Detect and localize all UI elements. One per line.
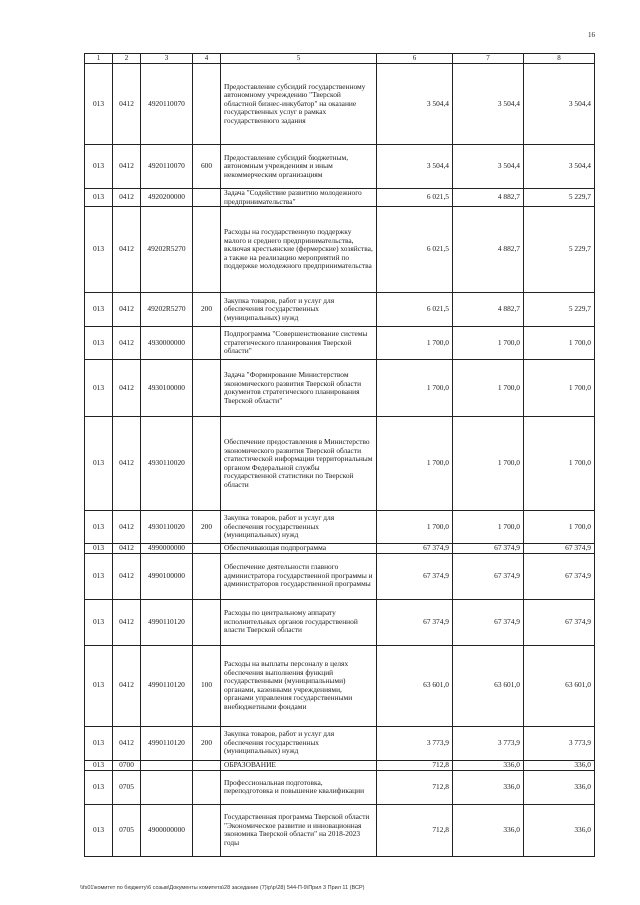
cell-c4: 200 xyxy=(193,511,221,544)
cell-c5: Государственная программа Тверской области "Экономическое развитие и инновационная экономика Тверской области" на 2018-2023 годы xyxy=(221,804,377,856)
cell-c8: 5 229,7 xyxy=(524,293,595,327)
cell-c3: 4920110070 xyxy=(141,145,193,189)
cell-c4 xyxy=(193,770,221,804)
cell-c2: 0700 xyxy=(113,760,141,770)
cell-c6: 712,8 xyxy=(377,770,453,804)
table-row xyxy=(85,417,595,511)
cell-c5: Расходы на выплаты персоналу в целях обеспечения выполнения функций государственными (муниципальными) органами, казенными учреждениями, органами управления государственными внебюджетными фондами xyxy=(221,645,377,726)
cell-c4: 200 xyxy=(193,726,221,760)
cell-c5: Расходы по центральному аппарату исполнительных органов государственной власти Тверской области xyxy=(221,599,377,645)
table-header-row xyxy=(85,54,595,64)
cell-c5: Предоставление субсидий государственному автономному учреждению "Тверской областной бизнес-инкубатор" на оказание государственных услуг в рамках государственного задания xyxy=(221,64,377,145)
cell-c8: 63 601,0 xyxy=(524,645,595,726)
cell-c1: 013 xyxy=(85,770,113,804)
table-row xyxy=(85,64,595,145)
cell-c4 xyxy=(193,804,221,856)
cell-c7: 3 504,4 xyxy=(453,64,524,145)
cell-c7: 3 773,9 xyxy=(453,726,524,760)
cell-c4 xyxy=(193,553,221,599)
cell-c4: 100 xyxy=(193,645,221,726)
cell-c5: Задача "Формирование Министерством экономического развития Тверской области документов стратегического планирования Тверской области" xyxy=(221,360,377,417)
cell-c5: Предоставление субсидий бюджетным, автономным учреждениям и иным некоммерческим организациям xyxy=(221,145,377,189)
cell-c1: 013 xyxy=(85,145,113,189)
cell-c7: 4 882,7 xyxy=(453,293,524,327)
cell-c2: 0412 xyxy=(113,207,141,293)
cell-c7: 1 700,0 xyxy=(453,511,524,544)
cell-c6: 67 374,9 xyxy=(377,553,453,599)
cell-c7: 1 700,0 xyxy=(453,360,524,417)
cell-c3: 4990000000 xyxy=(141,544,193,554)
cell-c7: 1 700,0 xyxy=(453,417,524,511)
cell-c6: 712,8 xyxy=(377,760,453,770)
file-path-footer: \\fs01\комитет по бюджету\6 созыв\Документы комитета\28 заседание (7)\p\p\28) 544-П-9\Прил 3 Прил 11 (ВСР) xyxy=(80,885,365,891)
cell-c4 xyxy=(193,207,221,293)
table-row xyxy=(85,145,595,189)
cell-c8: 67 374,9 xyxy=(524,599,595,645)
cell-c1: 013 xyxy=(85,726,113,760)
cell-c6: 3 504,4 xyxy=(377,64,453,145)
cell-c6: 6 021,5 xyxy=(377,207,453,293)
cell-c6: 67 374,9 xyxy=(377,544,453,554)
cell-c1: 013 xyxy=(85,760,113,770)
table-row xyxy=(85,327,595,360)
header-cell: 5 xyxy=(221,54,377,64)
cell-c1: 013 xyxy=(85,804,113,856)
table-row xyxy=(85,760,595,770)
cell-c3: 4920110070 xyxy=(141,64,193,145)
header-cell: 2 xyxy=(113,54,141,64)
cell-c5: ОБРАЗОВАНИЕ xyxy=(221,760,377,770)
table-row xyxy=(85,804,595,856)
cell-c2: 0412 xyxy=(113,553,141,599)
cell-c2: 0705 xyxy=(113,770,141,804)
cell-c3: 4990100000 xyxy=(141,553,193,599)
header-cell: 3 xyxy=(141,54,193,64)
header-cell: 4 xyxy=(193,54,221,64)
table-row xyxy=(85,189,595,207)
cell-c2: 0412 xyxy=(113,64,141,145)
cell-c8: 1 700,0 xyxy=(524,360,595,417)
cell-c3: 4930110020 xyxy=(141,511,193,544)
cell-c8: 336,0 xyxy=(524,804,595,856)
cell-c1: 013 xyxy=(85,360,113,417)
cell-c1: 013 xyxy=(85,599,113,645)
cell-c1: 013 xyxy=(85,64,113,145)
cell-c3: 49202R5270 xyxy=(141,207,193,293)
cell-c6: 3 773,9 xyxy=(377,726,453,760)
cell-c2: 0412 xyxy=(113,726,141,760)
cell-c4 xyxy=(193,64,221,145)
cell-c3: 4990110120 xyxy=(141,726,193,760)
cell-c7: 1 700,0 xyxy=(453,327,524,360)
cell-c2: 0412 xyxy=(113,511,141,544)
cell-c8: 1 700,0 xyxy=(524,327,595,360)
cell-c6: 3 504,4 xyxy=(377,145,453,189)
cell-c6: 6 021,5 xyxy=(377,293,453,327)
cell-c1: 013 xyxy=(85,327,113,360)
cell-c1: 013 xyxy=(85,417,113,511)
cell-c6: 1 700,0 xyxy=(377,511,453,544)
cell-c6: 67 374,9 xyxy=(377,599,453,645)
cell-c6: 1 700,0 xyxy=(377,417,453,511)
cell-c6: 1 700,0 xyxy=(377,327,453,360)
cell-c8: 3 504,4 xyxy=(524,145,595,189)
cell-c3: 4930110020 xyxy=(141,417,193,511)
cell-c5: Закупка товаров, работ и услуг для обеспечения государственных (муниципальных) нужд xyxy=(221,511,377,544)
cell-c3: 4990110120 xyxy=(141,599,193,645)
header-cell: 8 xyxy=(524,54,595,64)
cell-c3: 4990110120 xyxy=(141,645,193,726)
cell-c1: 013 xyxy=(85,645,113,726)
cell-c7: 336,0 xyxy=(453,804,524,856)
cell-c2: 0412 xyxy=(113,360,141,417)
cell-c1: 013 xyxy=(85,544,113,554)
cell-c2: 0412 xyxy=(113,293,141,327)
table-row xyxy=(85,770,595,804)
cell-c6: 1 700,0 xyxy=(377,360,453,417)
cell-c5: Задача "Содействие развитию молодежного предпринимательства" xyxy=(221,189,377,207)
cell-c7: 4 882,7 xyxy=(453,189,524,207)
cell-c5: Профессиональная подготовка, переподготовка и повышение квалификации xyxy=(221,770,377,804)
cell-c1: 013 xyxy=(85,189,113,207)
cell-c6: 6 021,5 xyxy=(377,189,453,207)
cell-c4: 200 xyxy=(193,293,221,327)
cell-c3: 4920200000 xyxy=(141,189,193,207)
cell-c3: 49202R5270 xyxy=(141,293,193,327)
cell-c3 xyxy=(141,760,193,770)
cell-c2: 0412 xyxy=(113,327,141,360)
cell-c2: 0412 xyxy=(113,417,141,511)
table-row xyxy=(85,293,595,327)
cell-c2: 0412 xyxy=(113,145,141,189)
header-cell: 7 xyxy=(453,54,524,64)
cell-c8: 1 700,0 xyxy=(524,511,595,544)
cell-c7: 67 374,9 xyxy=(453,553,524,599)
cell-c2: 0412 xyxy=(113,189,141,207)
cell-c5: Закупка товаров, работ и услуг для обеспечения государственных (муниципальных) нужд xyxy=(221,726,377,760)
cell-c4 xyxy=(193,599,221,645)
cell-c7: 63 601,0 xyxy=(453,645,524,726)
cell-c8: 3 773,9 xyxy=(524,726,595,760)
cell-c1: 013 xyxy=(85,511,113,544)
header-cell: 1 xyxy=(85,54,113,64)
cell-c8: 67 374,9 xyxy=(524,553,595,599)
cell-c5: Обеспечение предоставления в Министерство экономического развития Тверской области статистической информации территориальным органом Федеральной службы государственной статистики по Тверской области xyxy=(221,417,377,511)
cell-c2: 0412 xyxy=(113,544,141,554)
cell-c2: 0412 xyxy=(113,645,141,726)
budget-table xyxy=(84,53,595,857)
cell-c8: 5 229,7 xyxy=(524,189,595,207)
cell-c2: 0705 xyxy=(113,804,141,856)
cell-c3: 4930000000 xyxy=(141,327,193,360)
table-row xyxy=(85,511,595,544)
table-row xyxy=(85,726,595,760)
cell-c7: 336,0 xyxy=(453,770,524,804)
cell-c8: 336,0 xyxy=(524,760,595,770)
table-row xyxy=(85,207,595,293)
cell-c6: 712,8 xyxy=(377,804,453,856)
cell-c8: 67 374,9 xyxy=(524,544,595,554)
cell-c1: 013 xyxy=(85,293,113,327)
table-row xyxy=(85,553,595,599)
cell-c4: 600 xyxy=(193,145,221,189)
cell-c6: 63 601,0 xyxy=(377,645,453,726)
cell-c7: 67 374,9 xyxy=(453,599,524,645)
cell-c8: 3 504,4 xyxy=(524,64,595,145)
cell-c1: 013 xyxy=(85,207,113,293)
page-number: 16 xyxy=(588,31,595,39)
cell-c4 xyxy=(193,417,221,511)
cell-c8: 1 700,0 xyxy=(524,417,595,511)
cell-c7: 3 504,4 xyxy=(453,145,524,189)
cell-c7: 67 374,9 xyxy=(453,544,524,554)
cell-c5: Подпрограмма "Совершенствование системы стратегического планирования Тверской области" xyxy=(221,327,377,360)
cell-c5: Расходы на государственную поддержку малого и среднего предпринимательства, включая крестьянские (фермерские) хозяйства, а также на реализацию мероприятий по поддержке молодежного предпринимательства xyxy=(221,207,377,293)
cell-c3: 4930100000 xyxy=(141,360,193,417)
cell-c4 xyxy=(193,760,221,770)
table-row xyxy=(85,544,595,554)
cell-c8: 336,0 xyxy=(524,770,595,804)
cell-c7: 4 882,7 xyxy=(453,207,524,293)
cell-c4 xyxy=(193,360,221,417)
cell-c3 xyxy=(141,770,193,804)
cell-c5: Закупка товаров, работ и услуг для обеспечения государственных (муниципальных) нужд xyxy=(221,293,377,327)
cell-c7: 336,0 xyxy=(453,760,524,770)
cell-c4 xyxy=(193,544,221,554)
cell-c4 xyxy=(193,189,221,207)
table-row xyxy=(85,645,595,726)
table-row xyxy=(85,599,595,645)
table-row xyxy=(85,360,595,417)
cell-c5: Обеспечение деятельности главного администратора государственной программы и администраторов государственной программы xyxy=(221,553,377,599)
header-cell: 6 xyxy=(377,54,453,64)
cell-c4 xyxy=(193,327,221,360)
cell-c1: 013 xyxy=(85,553,113,599)
cell-c8: 5 229,7 xyxy=(524,207,595,293)
cell-c2: 0412 xyxy=(113,599,141,645)
cell-c3: 4900000000 xyxy=(141,804,193,856)
cell-c5: Обеспечивающая подпрограмма xyxy=(221,544,377,554)
